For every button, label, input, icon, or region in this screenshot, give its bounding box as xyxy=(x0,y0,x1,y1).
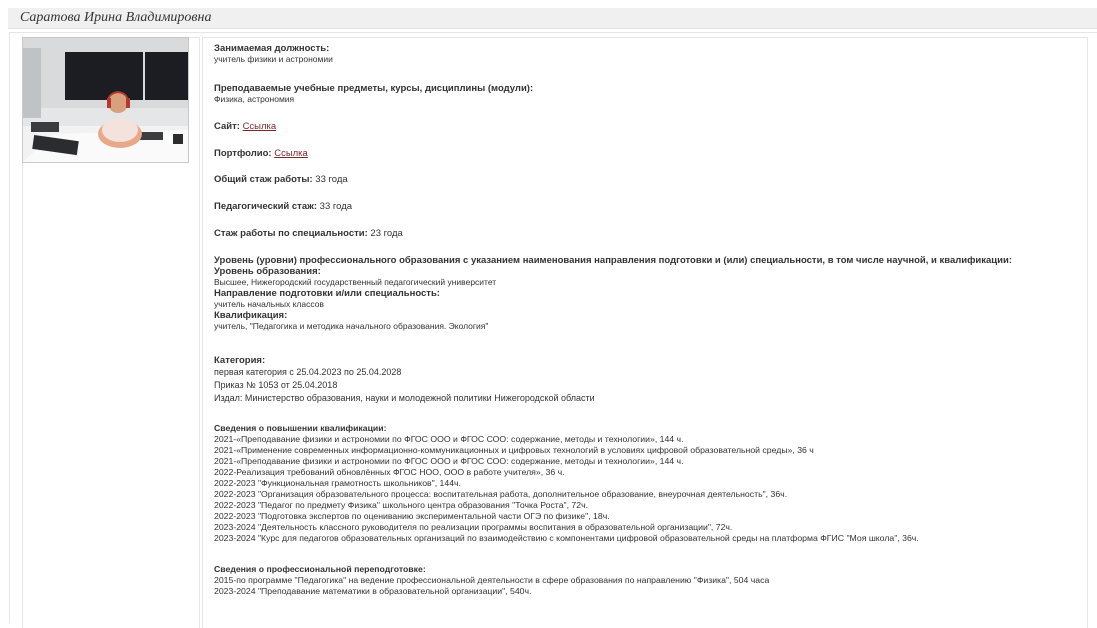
list-item: 2022-2023 "Организация образовательного процесса: воспитательная работа, дополнительное образование, внеурочная деятельность", 36ч. xyxy=(214,489,788,499)
portfolio-link[interactable]: Ссылка xyxy=(274,148,308,159)
qualification-upgrade-label: Сведения о повышении квалификации: xyxy=(214,423,387,433)
position-label: Занимаемая должность: xyxy=(214,43,330,54)
position-value: учитель физики и астрономии xyxy=(214,54,333,64)
specialty-experience-value: 23 года xyxy=(370,228,403,239)
total-experience-label: Общий стаж работы: xyxy=(214,174,313,185)
category-line: Издал: Министерство образования, науки и молодежной политики Нижегородской области xyxy=(214,393,595,403)
category-line: первая категория с 25.04.2023 по 25.04.2028 xyxy=(214,367,402,377)
profile-header xyxy=(8,8,1097,29)
subjects-value: Физика, астрономия xyxy=(214,94,295,104)
education-level-value: Высшее, Нижегородский государственный педагогический университет xyxy=(214,277,497,287)
list-item: 2022-2023 "Педагог по предмету Физика" школьного центра образования "Точка Роста", 72ч. xyxy=(214,500,589,510)
education-level-label: Уровень образования: xyxy=(214,266,321,277)
qualification-label: Квалификация: xyxy=(214,310,288,321)
direction-label: Направление подготовки и/или специальность: xyxy=(214,288,440,299)
subjects-label: Преподаваемые учебные предметы, курсы, дисциплины (модули): xyxy=(214,83,534,94)
qualification-value: учитель, "Педагогика и методика начального образования. Экология" xyxy=(214,321,489,331)
list-item: 2021-«Применение современных информационно-коммуникационных и цифровых технологий в условиях цифровой образовательной среды», 36 ч xyxy=(214,445,814,455)
site-link[interactable]: Ссылка xyxy=(242,121,277,132)
category-label: Категория: xyxy=(214,355,266,366)
retraining-label: Сведения о профессиональной переподготовке: xyxy=(214,564,426,574)
education-heading: Уровень (уровни) профессионального образования с указанием наименования направления подготовки и (или) специальности, в том числе научной, и квалификации: xyxy=(214,255,1012,266)
list-item: 2023-2024 "Деятельность классного руководителя по реализации программы воспитания в образовательной организации", 72ч. xyxy=(214,522,733,532)
list-item: 2015-по программе "Педагогика" на ведение профессиональной деятельности в сфере образования по направлению "Физика", 504 часа xyxy=(214,575,770,585)
list-item: 2022-Реализация требований обновлённых ФГОС НОО, ООО в работе учителя», 36 ч. xyxy=(214,467,565,477)
teacher-name: Саратова Ирина Владимировна xyxy=(20,10,212,25)
list-item: 2022-2023 "Функциональная грамотность школьников", 144ч. xyxy=(214,478,461,488)
direction-value: учитель начальных классов xyxy=(214,299,324,309)
teacher-photo xyxy=(22,37,189,163)
pedagogical-experience-value: 33 года xyxy=(319,201,353,212)
category-line: Приказ № 1053 от 25.04.2018 xyxy=(214,380,338,390)
site-label: Сайт: xyxy=(214,121,240,132)
list-item: 2023-2024 "Курс для педагогов образовательных организаций по взаимодействию с компонентами цифровой образовательной среды на платформа ФГИС "Моя школа", 36ч. xyxy=(214,533,919,543)
list-item: 2023-2024 "Преподавание математики в образовательной организации", 540ч. xyxy=(214,586,532,596)
portfolio-label: Портфолио: xyxy=(214,148,272,159)
total-experience-value: 33 года xyxy=(315,174,348,185)
list-item: 2021-«Преподавание физики и астрономии по ФГОС ООО и ФГОС СОО: содержание, методы и технологии», 144 ч. xyxy=(214,434,684,444)
specialty-experience-label: Стаж работы по специальности: xyxy=(214,228,368,239)
list-item: 2022-2023 "Подготовка экспертов по оцениванию экспериментальной части ОГЭ по физике", 18ч. xyxy=(214,511,610,521)
list-item: 2021-«Преподавание физики и астрономии по ФГОС ООО и ФГОС СОО: содержание, методы и технологии», 144 ч. xyxy=(214,456,684,466)
pedagogical-experience-label: Педагогический стаж: xyxy=(214,201,318,212)
